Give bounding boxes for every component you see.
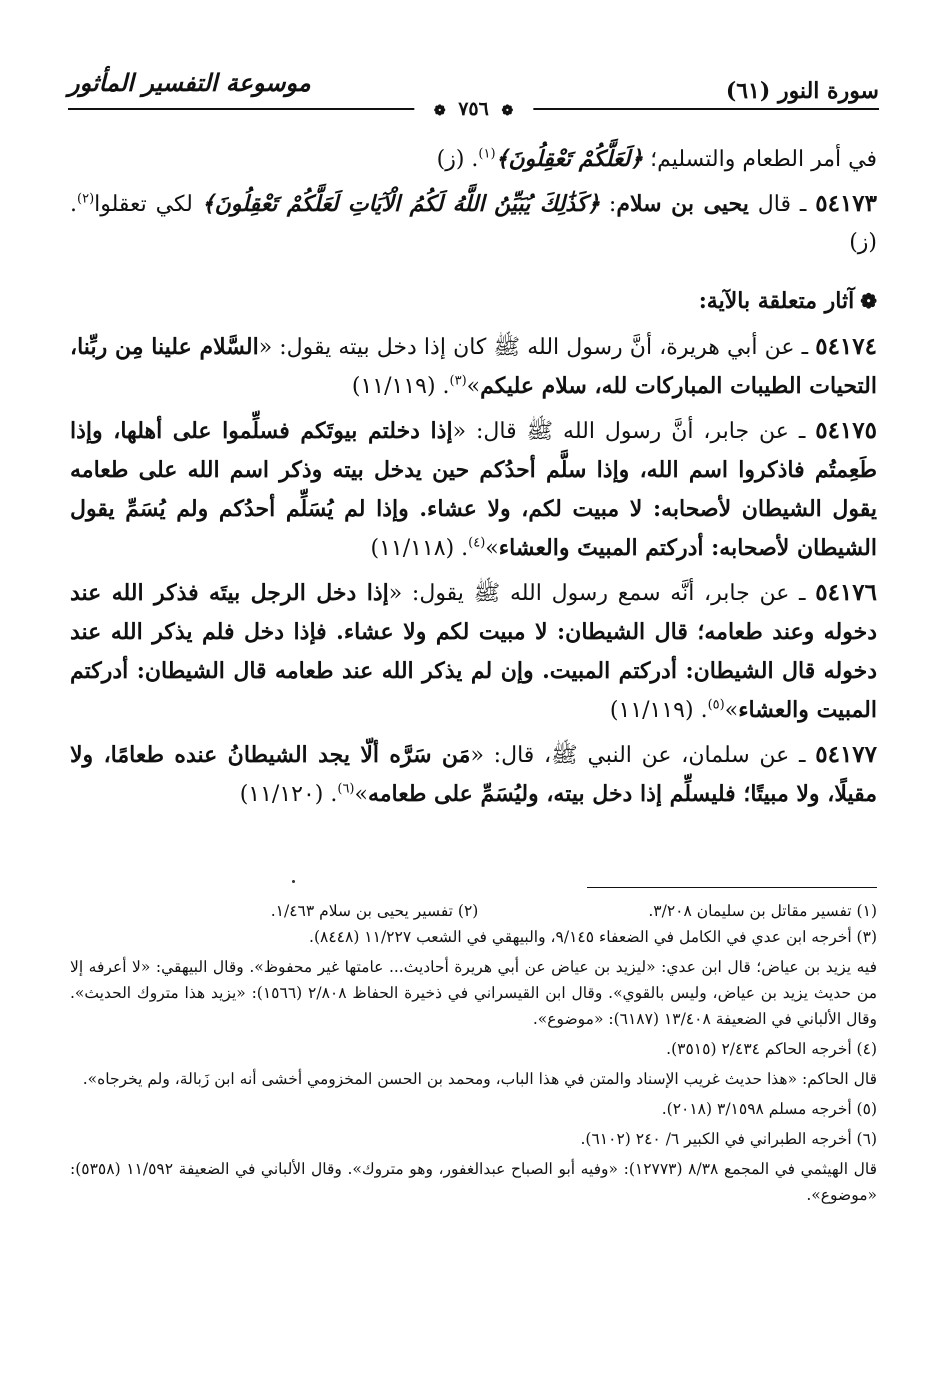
hadith-text: إذا دخل الرجل بيتَه فذكر الله عند دخوله وعند طعامه؛ قال الشيطان: لا مبيت لكم ولا عشاء. فإذا دخل فلم يذكر الله عند دخوله قال الشيطان: أدركتم المبيت. وإن لم يذكر الله عند طعامه قال الشيطان: أدركتم المبيت والعشاء [70, 580, 877, 723]
narration-54176 [70, 574, 877, 730]
reference: . (١١/١٢٠) [239, 782, 338, 807]
ornament-icon: ❁ [501, 103, 514, 119]
text: في أمر الطعام والتسليم؛ [643, 147, 877, 172]
text: » [466, 374, 481, 399]
footnote-6: (٦) أخرجه الطبراني في الكبير ٦/ ٢٤٠ (٦١٠٢). [580, 1130, 877, 1148]
hadith-text: السَّلام علينا مِن ربِّنا، التحيات الطيبات المباركات لله، سلام عليكم [70, 334, 877, 399]
text: ـ عن جابر، أنَّه سمع رسول الله ﷺ يقول: « [388, 581, 816, 606]
narration-number: ٥٤١٧٣ [815, 190, 878, 217]
paragraph-continuation [70, 140, 877, 179]
hadith-text: إذا دخلتم بيوتَكم فسلِّموا على أهلها، وإذا طَعِمتُم فاذكروا اسم الله، وإذا سلَّم أحدُكم حين يدخل بيته وذكر اسم الله على طعامه يقول الشيطان لأصحابه: لا مبيت لكم، ولا عشاء. وإذا لم يُسَلِّم أحدُكم ولم يُسَمِّ يقول الشيطان لأصحابه: أدركتم المبيتَ والعشاء [70, 418, 877, 561]
text: » [485, 536, 499, 561]
footnote-separator [587, 887, 877, 888]
text: . (ز) [436, 147, 479, 172]
text: . (ز) [70, 192, 877, 255]
quran-verse: ﴿كَذَٰلِكَ يُبَيِّنُ اللَّهُ لَكُمُ الْآيَاتِ لَعَلَّكُمْ تَعْقِلُونَ﴾ [201, 191, 601, 217]
footnote-6-note: قال الهيثمي في المجمع ٨/٣٨ (١٢٧٧٣): «وفيه أبو الصباح عبدالغفور، وهو متروك». وقال الألباني في الضعيفة ١١/٥٩٢ (٥٣٥٨): «موضوع». [70, 1160, 878, 1204]
text: ـ عن سلمان، عن النبي ﷺ، قال: « [470, 743, 816, 768]
footnote-ref[interactable]: (٤) [468, 535, 486, 551]
reference: . (١١/١١٩) [609, 698, 708, 723]
text: ـ عن أبي هريرة، أنَّ رسول الله ﷺ كان إذا دخل بيته يقول: « [258, 335, 816, 360]
footnotes [70, 898, 877, 1212]
narration-54174 [70, 328, 877, 406]
text: لكي تعقلوا [94, 192, 202, 217]
footnote-row [70, 898, 877, 924]
page-number-box [414, 98, 533, 120]
flower-icon: ❁ [860, 289, 877, 313]
surah-title: سورة النور (٦١) [725, 78, 879, 104]
footnote-ref[interactable]: (٦) [337, 781, 355, 797]
reference: . (١١/١١٩) [351, 374, 450, 399]
page-header [68, 60, 879, 130]
footnote-ref[interactable]: (٢) [77, 191, 95, 207]
footnote-4-note: قال الحاكم: «هذا حديث غريب الإسناد والمتن في هذا الباب، ومحمد بن الحسن المخزومي أخشى أنه ابن زَبالة، ولم يخرجاه». [82, 1070, 877, 1088]
narrator-name: يحيى بن سلام [616, 191, 749, 217]
quran-verse: ﴿لَعَلَّكُمْ تَعْقِلُونَ﴾ [495, 146, 644, 172]
reference: . (١١/١١٨) [370, 536, 469, 561]
text: » [724, 698, 739, 723]
footnote-5: (٥) أخرجه مسلم ٣/١٥٩٨ (٢٠١٨). [661, 1100, 877, 1118]
page-number: ٧٥٦ [458, 98, 489, 120]
text: » [354, 782, 368, 807]
series-title: موسوعة التفسير المأثور [68, 68, 311, 97]
footnote-ref[interactable]: (١) [478, 146, 496, 162]
text: ـ قال [748, 192, 816, 217]
footnote-3-note: فيه يزيد بن عياض؛ قال ابن عدي: «ليزيد بن عياض عن أبي هريرة أحاديث... عامتها غير محفوظ». وقال البيهقي: «لا أعرفه إلا من حديث يزيد بن عياض، وليس بالقوي». وقال ابن القيسراني في ذخيرة الحفاظ ٢/٨٠٨ (١٥٦٦): «يزيد هذا متروك الحديث». وقال الألباني في الضعيفة ١٣/٤٠٨ (٦١٨٧): «موضوع». [70, 958, 877, 1028]
footnote-ref[interactable]: (٣) [449, 373, 467, 389]
text: : [600, 192, 617, 217]
hadith-text: مَن سَرَّه ألّا يجد الشيطانُ عنده طعامًا، ولا مقيلًا، ولا مبيتًا؛ فليسلِّم إذا دخل بيته، وليُسَمِّ على طعامه [70, 742, 877, 807]
main-text [70, 140, 877, 820]
narration-number: ٥٤١٧٧ [815, 741, 878, 768]
footnote-3: (٣) أخرجه ابن عدي في الكامل في الضعفاء ٩/١٤٥، والبيهقي في الشعب ١١/٢٢٧ (٨٤٤٨). [309, 928, 877, 946]
ornament-icon: ❁ [433, 103, 446, 119]
narration-number: ٥٤١٧٤ [815, 333, 877, 360]
narration-54175 [70, 412, 877, 568]
text: ـ عن جابر، أنَّ رسول الله ﷺ قال: « [452, 419, 816, 444]
narration-54177 [70, 736, 877, 814]
stray-dot [292, 880, 295, 883]
footnote-1: (١) تفسير مقاتل بن سليمان ٣/٢٠٨. [648, 902, 877, 920]
section-title: آثار متعلقة بالآية: [698, 288, 855, 314]
footnote-4: (٤) أخرجه الحاكم ٢/٤٣٤ (٣٥١٥). [666, 1040, 877, 1058]
footnote-2: (٢) تفسير يحيى بن سلام ١/٤٦٣. [270, 902, 479, 920]
footnote-ref[interactable]: (٥) [707, 697, 725, 713]
narration-number: ٥٤١٧٥ [815, 417, 877, 444]
narration-number: ٥٤١٧٦ [815, 579, 877, 606]
narration-54173 [70, 185, 877, 262]
section-heading [70, 282, 877, 320]
